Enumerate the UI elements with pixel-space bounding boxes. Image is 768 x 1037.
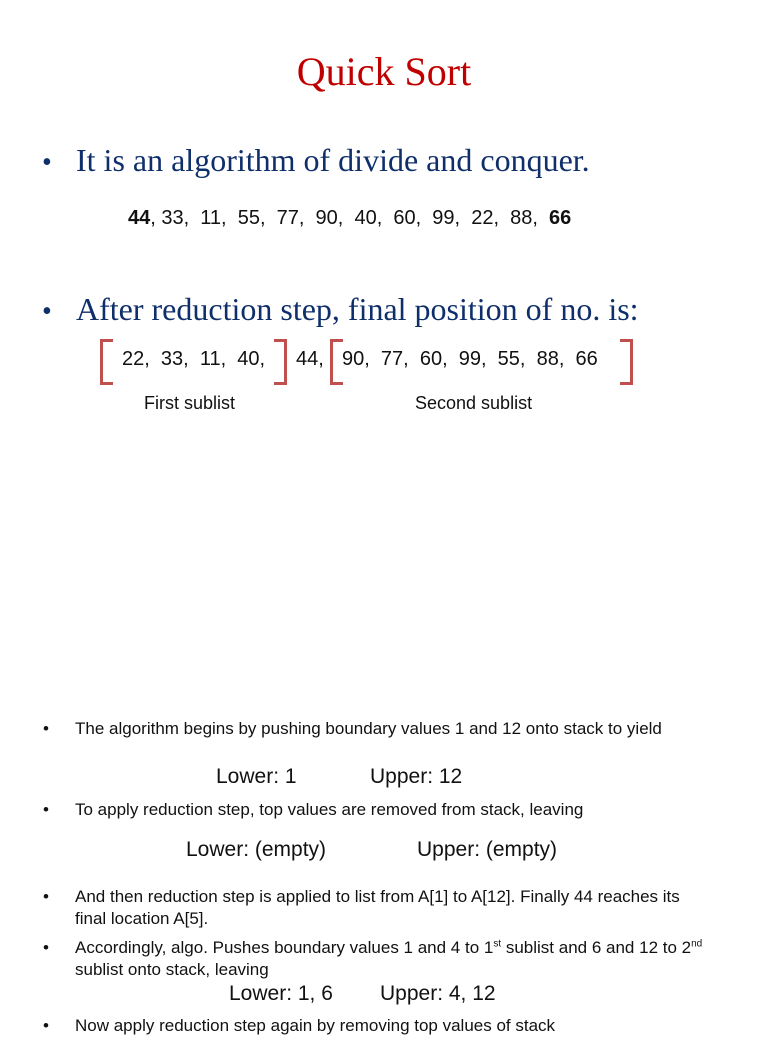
bullet-icon: • — [43, 887, 49, 906]
bullet-icon: • — [42, 296, 52, 327]
page-title: Quick Sort — [296, 49, 472, 94]
left-bracket-close — [274, 339, 287, 385]
second-sublist-label: Second sublist — [415, 393, 533, 413]
list-middle-values: , 33, 11, 55, 77, 90, 40, 60, 99, 22, 88, — [150, 207, 550, 229]
note-text-c: sublist onto stack, leaving — [75, 960, 269, 979]
note-remove-top — [43, 799, 725, 821]
bullet-icon: • — [43, 800, 49, 819]
initial-list — [128, 207, 571, 230]
note-sup-2: nd — [691, 938, 703, 950]
pivot-value: 44, — [296, 348, 324, 370]
second-sublist-values: 90, 77, 60, 99, 55, 88, 66 — [342, 348, 598, 370]
right-bracket-close — [620, 339, 633, 385]
bullet-reduction-step — [42, 291, 639, 328]
note-apply-again — [43, 1015, 725, 1037]
note-text: The algorithm begins by pushing boundary values 1 and 12 onto stack to yield — [75, 719, 662, 738]
note-text: And then reduction step is applied to list from A[1] to A[12]. Finally 44 reaches its final location A[5]. — [75, 887, 680, 928]
first-sublist-label: First sublist — [144, 393, 236, 413]
list-last-value: 66 — [549, 207, 572, 229]
bullet-icon: • — [43, 1016, 49, 1035]
note-reduction-applied — [43, 886, 715, 930]
note-text-b: sublist and 6 and 12 to 2 — [501, 938, 692, 957]
list-first-value: 44 — [128, 207, 151, 229]
note-push-boundaries — [43, 718, 725, 740]
note-text: Now apply reduction step again by removing top values of stack — [75, 1016, 556, 1035]
note-text-a: Accordingly, algo. Pushes boundary values 1 and 4 to 1 — [75, 938, 494, 957]
bullet-icon: • — [43, 938, 49, 957]
stack3-upper: Upper: 4, 12 — [380, 982, 496, 1005]
stack1-lower: Lower: 1 — [216, 765, 297, 788]
stack2-upper: Upper: (empty) — [417, 838, 558, 861]
note-sup-1: st — [493, 938, 502, 950]
stack1-upper: Upper: 12 — [370, 765, 463, 788]
note-text: To apply reduction step, top values are removed from stack, leaving — [75, 800, 584, 819]
note-push-sublists — [43, 937, 725, 981]
stack3-lower: Lower: 1, 6 — [229, 982, 333, 1005]
left-bracket-open — [100, 339, 113, 385]
stack2-lower: Lower: (empty) — [186, 838, 327, 861]
bullet-icon: • — [43, 719, 49, 738]
bullet-divide-conquer — [42, 142, 590, 179]
bullet-text: It is an algorithm of divide and conquer. — [76, 142, 590, 178]
bullet-icon: • — [42, 147, 52, 178]
first-sublist-values: 22, 33, 11, 40, — [122, 348, 266, 370]
bullet-text: After reduction step, final position of no. is: — [76, 291, 639, 327]
